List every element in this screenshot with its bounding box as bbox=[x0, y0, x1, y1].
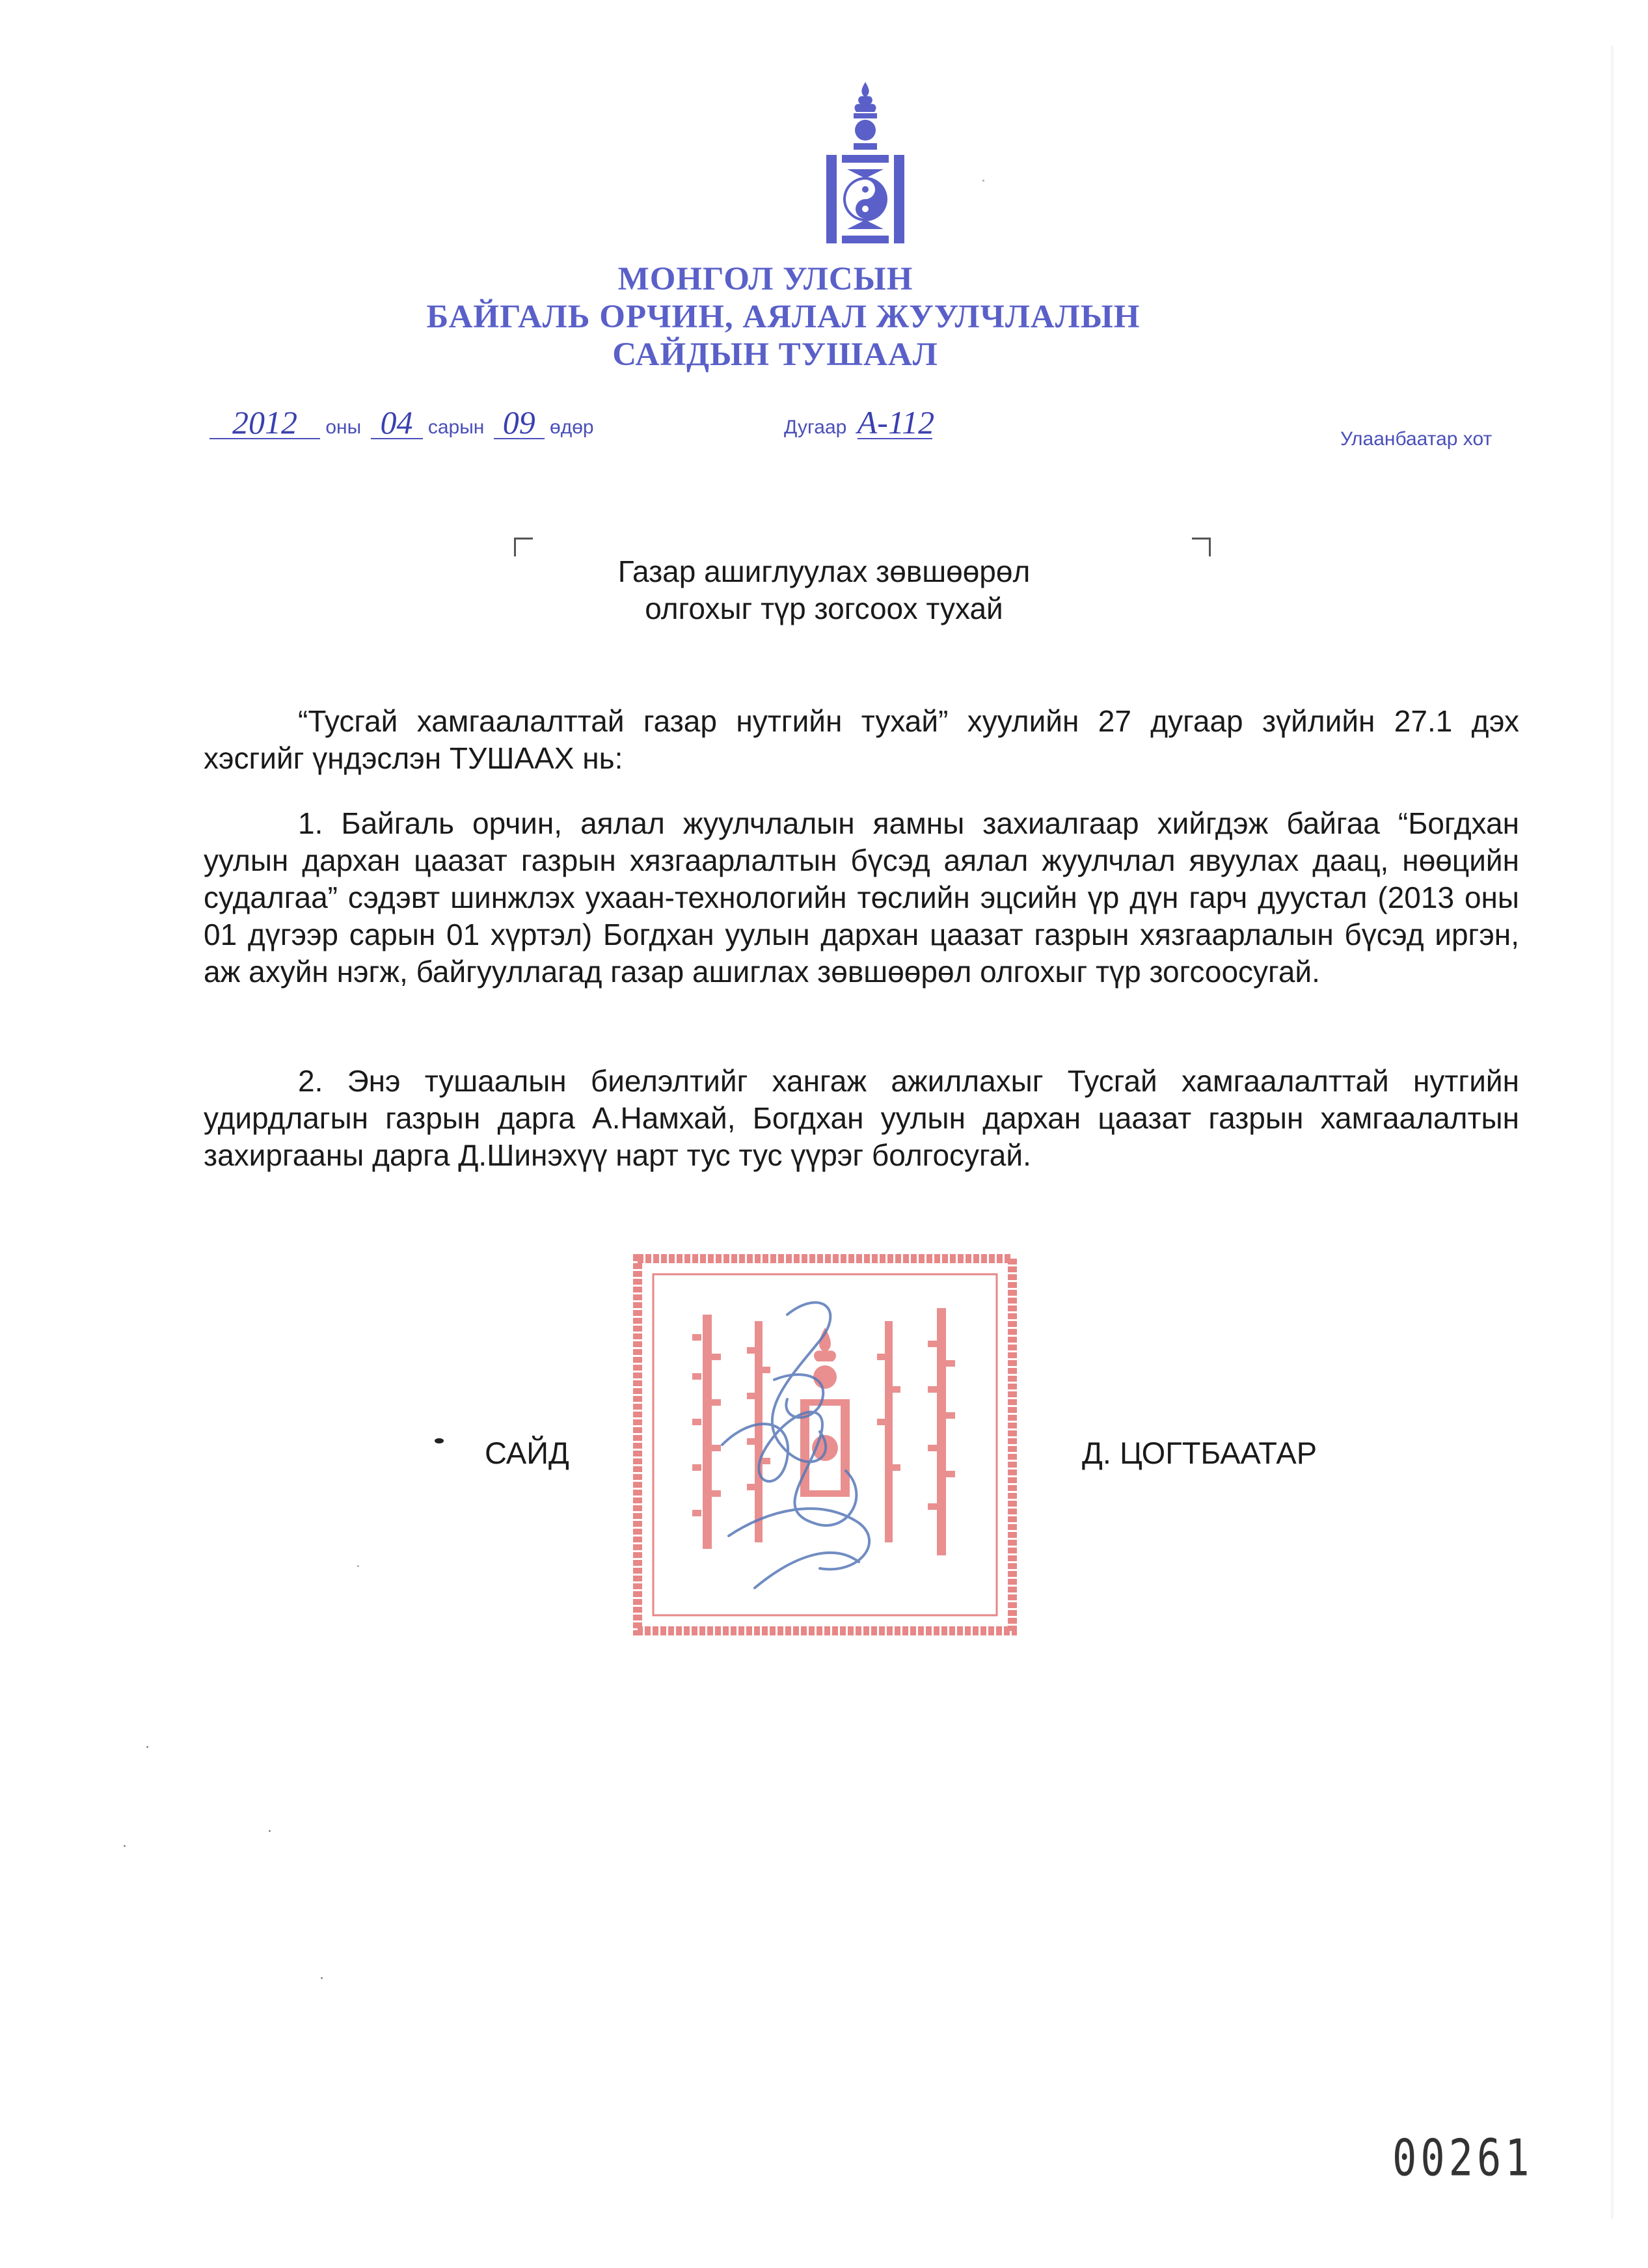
number-label: Дугаар bbox=[784, 417, 847, 438]
header-ministry: БАЙГАЛЬ ОРЧИН, АЯЛАЛ ЖУУЛЧЛАЛЫН bbox=[426, 299, 1141, 335]
document-header bbox=[0, 260, 1648, 374]
date-year: 2012 bbox=[209, 407, 320, 439]
body-item-2: 2. Энэ тушаалын биелэлтийг хангаж ажиллахыг Тусгай хамгаалалттай нутгийн удирдлагын газрын дарга А.Намхай, Богдхан уулын дархан цаазат газрын хамгаалалтын захиргааны дарга Д.Шинэхүү нарт тус тус үүрэг болгосугай. bbox=[204, 1064, 1519, 1172]
ink-mark bbox=[435, 1438, 444, 1443]
document-number bbox=[784, 404, 935, 441]
date-day-label: өдөр bbox=[550, 417, 594, 438]
scan-speck bbox=[357, 1565, 359, 1567]
document-city: Улаанбаатар хот bbox=[1340, 428, 1493, 450]
header-country: МОНГОЛ УЛСЫН bbox=[617, 261, 913, 297]
date-month: 04 bbox=[371, 407, 423, 439]
date-year-label: оны bbox=[325, 417, 362, 438]
scan-speck bbox=[982, 180, 984, 182]
scan-speck bbox=[321, 1977, 323, 1979]
date-day: 09 bbox=[494, 407, 545, 439]
scan-speck bbox=[146, 1746, 148, 1748]
state-emblem-icon bbox=[813, 78, 917, 247]
scan-speck bbox=[124, 1845, 126, 1847]
document-subject bbox=[0, 553, 1648, 627]
scan-speck bbox=[269, 1830, 271, 1832]
signatory-title: САЙД bbox=[485, 1436, 569, 1470]
document-date bbox=[209, 404, 594, 441]
subject-line-2: олгохыг түр зогсоох тухай bbox=[645, 592, 1003, 625]
body-item-1: 1. Байгаль орчин, аялал жуулчлалын яамны захиалгаар хийгдэж байгаа “Богдхан уулын дархан цаазат газрын хязгаарлалтын бүсэд аялал жуулчлал явуулах даац, нөөцийн судалгаа” сэдэвт шинжлэх ухаан-технологийн төслийн эцсийн үр дүн гарч дуустал (2013 оны 01 дүгээр сарын 01 хүртэл) Богдхан уулын дархан цаазат газрын хязгаарлалын бүсэд иргэн, аж ахуйн нэгж, байгууллагад газар ашиглах зөвшөөрөл олгохыг түр зогсоосугай. bbox=[204, 806, 1519, 989]
header-doc-type: САЙДЫН ТУШААЛ bbox=[612, 336, 938, 373]
official-seal-stamp bbox=[625, 1250, 1025, 1640]
page-number-stamp: 00261 bbox=[1392, 2128, 1533, 2188]
body-intro-paragraph: “Тусгай хамгаалалттай газар нутгийн тухай” хуулийн 27 дугаар зүйлийн 27.1 дэх хэсгийг үндэслэн ТУШААХ нь: bbox=[204, 704, 1519, 775]
number-value: А-112 bbox=[857, 404, 935, 441]
signatory-name: Д. ЦОГТБААТАР bbox=[1082, 1436, 1317, 1470]
date-month-label: сарын bbox=[427, 417, 485, 438]
subject-line-1: Газар ашиглуулах зөвшөөрөл bbox=[617, 554, 1031, 588]
